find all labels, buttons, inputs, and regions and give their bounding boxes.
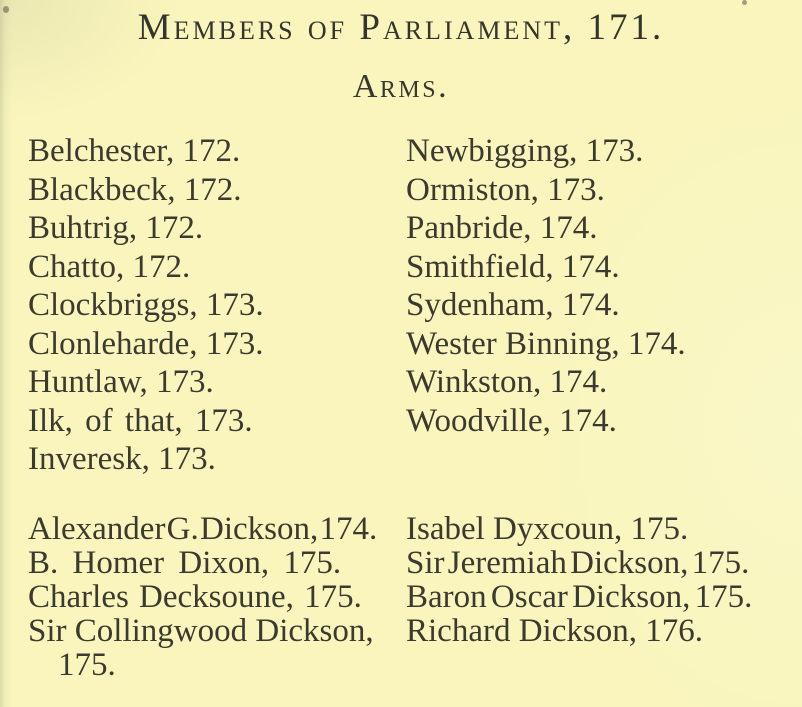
- index-entry-panbride: Panbride, 174.: [406, 210, 598, 246]
- page-title: Members of Parliament, 171.: [137, 7, 665, 48]
- index-entry-wester-binning: Wester Binning, 174.: [406, 325, 686, 362]
- index-entry-smithfield: Smithfield, 174.: [406, 248, 620, 285]
- arms-index-right-column: [406, 132, 686, 440]
- index-entry-inveresk: Inveresk, 173.: [28, 441, 216, 477]
- index-entry-newbigging: Newbigging, 173.: [406, 133, 644, 169]
- names-index-left-column: [28, 512, 413, 682]
- section-heading-arms: Arms.: [352, 68, 450, 105]
- index-entry-baron-oscar-dickson: Baron Oscar Dickson, 175.: [406, 579, 753, 615]
- index-entry-buhtrig: Buhtrig, 172.: [28, 210, 204, 246]
- index-entry-sydenham: Sydenham, 174.: [406, 287, 620, 323]
- index-entry-alexander-g-dickson: Alexander G. Dickson, 174.: [28, 511, 378, 547]
- index-entry-continuation-page-number: 175.: [58, 647, 116, 683]
- index-entry-richard-dickson: Richard Dickson, 176.: [406, 613, 703, 649]
- index-entry-huntlaw: Huntlaw, 173.: [28, 364, 214, 400]
- index-entry-clonleharde: Clonleharde, 173.: [28, 325, 264, 362]
- index-entry-winkston: Winkston, 174.: [406, 364, 608, 400]
- index-entry-sir-collingwood-dickson: Sir Collingwood Dickson,: [28, 613, 374, 649]
- index-entry-blackbeck: Blackbeck, 172.: [28, 171, 242, 208]
- index-entry-charles-decksoune: Charles Decksoune, 175.: [28, 579, 362, 615]
- scan-artifact-speck: [3, 6, 9, 13]
- index-entry-sir-jeremiah-dickson: Sir Jeremiah Dickson, 175.: [406, 545, 750, 581]
- index-entry-chatto: Chatto, 172.: [28, 248, 191, 285]
- index-entry-isabel-dyxcoun: Isabel Dyxcoun, 175.: [406, 511, 689, 547]
- index-entry-ormiston: Ormiston, 173.: [406, 171, 605, 208]
- index-entry-ilk-of-that: Ilk, of that, 173.: [28, 402, 253, 439]
- index-entry-b-homer-dixon: B. Homer Dixon, 175.: [28, 545, 342, 581]
- arms-index-left-column: [28, 132, 264, 479]
- names-index-right-column: [406, 512, 752, 648]
- index-entry-clockbriggs: Clockbriggs, 173.: [28, 287, 264, 323]
- scan-artifact-speck: [742, 0, 747, 5]
- index-entry-woodville: Woodville, 174.: [406, 402, 617, 439]
- index-entry-belchester: Belchester, 172.: [28, 133, 241, 169]
